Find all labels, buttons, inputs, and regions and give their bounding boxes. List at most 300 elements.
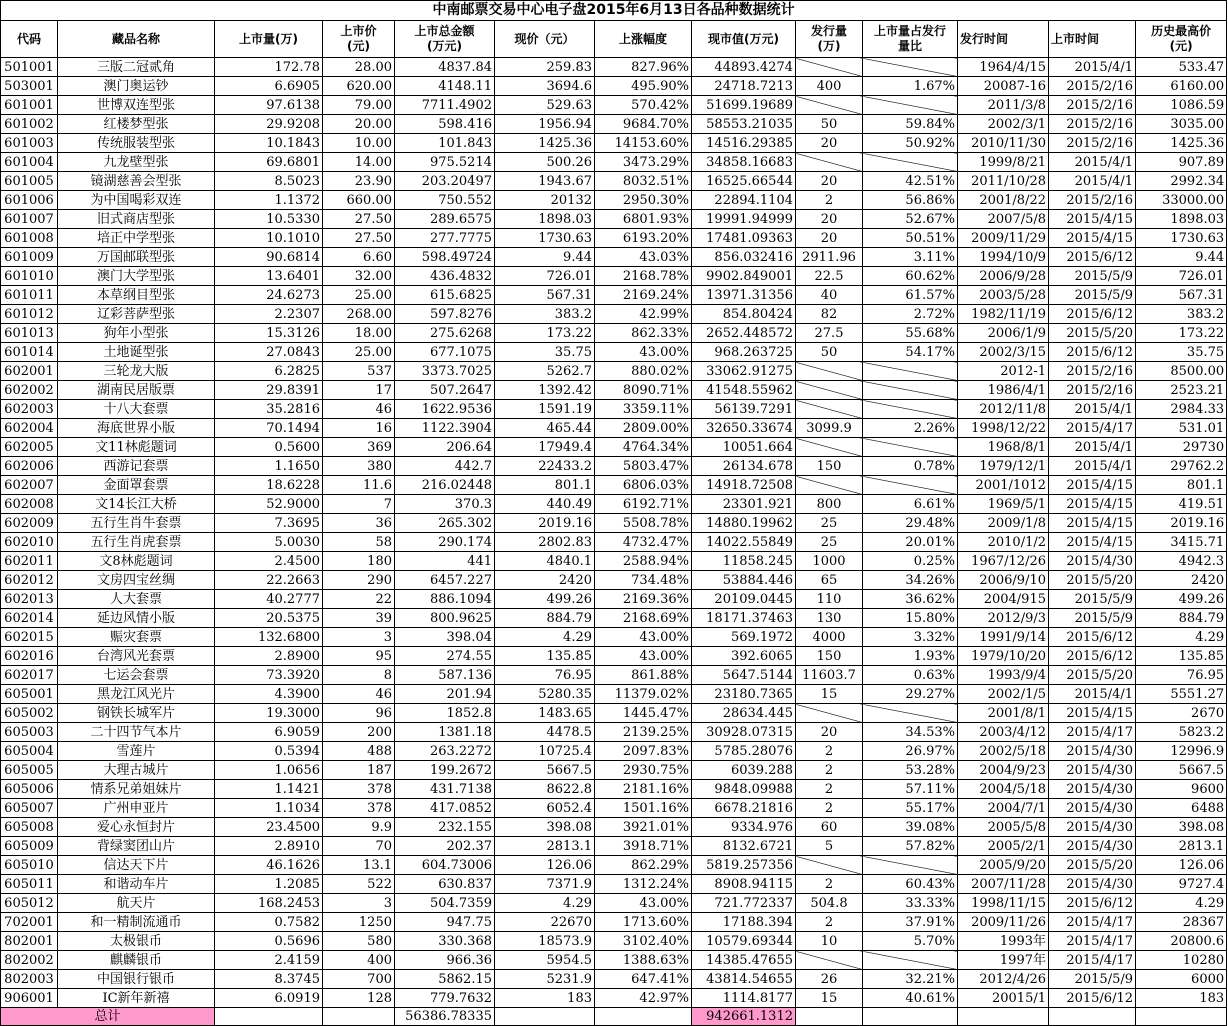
listed-price-cell: 537 bbox=[323, 362, 395, 381]
listed-price-cell: 8 bbox=[323, 666, 395, 685]
high-price-cell: 6000 bbox=[1136, 970, 1227, 989]
listing-date-cell: 2015/4/15 bbox=[1049, 229, 1136, 248]
name-cell: 澳门大学型张 bbox=[58, 267, 215, 286]
high-price-cell: 2984.33 bbox=[1136, 400, 1227, 419]
name-cell: 为中国喝彩双连 bbox=[58, 191, 215, 210]
high-price-cell: 2420 bbox=[1136, 571, 1227, 590]
listed-qty-cell: 0.5696 bbox=[215, 932, 323, 951]
issue-date-cell: 2006/9/28 bbox=[958, 267, 1049, 286]
ratio-cell: 59.84% bbox=[863, 115, 958, 134]
issue-qty-cell: 150 bbox=[796, 457, 863, 476]
listed-qty-cell: 6.6905 bbox=[215, 77, 323, 96]
rise-cell: 2950.30% bbox=[595, 191, 692, 210]
market-value-cell: 14022.55849 bbox=[692, 533, 796, 552]
current-price-cell: 1392.42 bbox=[495, 381, 595, 400]
issue-qty-cell: 20 bbox=[796, 134, 863, 153]
name-cell: 湖南民居版票 bbox=[58, 381, 215, 400]
issue-qty-cell: 50 bbox=[796, 115, 863, 134]
ratio-cell: 52.67% bbox=[863, 210, 958, 229]
market-value-cell: 721.772337 bbox=[692, 894, 796, 913]
column-header: 上市量占发行 量比 bbox=[863, 21, 958, 58]
ratio-cell: 15.80% bbox=[863, 609, 958, 628]
rise-cell: 6192.71% bbox=[595, 495, 692, 514]
listing-date-cell: 2015/5/20 bbox=[1049, 666, 1136, 685]
listing-date-cell: 2015/4/30 bbox=[1049, 780, 1136, 799]
ratio-cell: 3.11% bbox=[863, 248, 958, 267]
issue-qty-cell: 800 bbox=[796, 495, 863, 514]
rise-cell: 1445.47% bbox=[595, 704, 692, 723]
name-cell: 爱心永恒封片 bbox=[58, 818, 215, 837]
table-row bbox=[1, 704, 1227, 723]
rise-cell: 2588.94% bbox=[595, 552, 692, 571]
issue-date-cell: 2001/8/22 bbox=[958, 191, 1049, 210]
market-value-cell: 43814.54655 bbox=[692, 970, 796, 989]
name-cell: 大理古城片 bbox=[58, 761, 215, 780]
issue-qty-cell: 2 bbox=[796, 191, 863, 210]
current-price-cell: 4478.5 bbox=[495, 723, 595, 742]
listing-date-cell: 2015/6/12 bbox=[1049, 647, 1136, 666]
rise-cell: 861.88% bbox=[595, 666, 692, 685]
issue-date-cell: 1979/10/20 bbox=[958, 647, 1049, 666]
name-cell: 五行生肖虎套票 bbox=[58, 533, 215, 552]
name-cell: 海底世界小版 bbox=[58, 419, 215, 438]
market-value-cell: 14516.29385 bbox=[692, 134, 796, 153]
issue-date-cell: 2003/5/28 bbox=[958, 286, 1049, 305]
column-header: 藏品名称 bbox=[58, 21, 215, 58]
listed-qty-cell: 23.4500 bbox=[215, 818, 323, 837]
table-row bbox=[1, 685, 1227, 704]
listing-date-cell: 2015/4/1 bbox=[1049, 400, 1136, 419]
listed-price-cell: 39 bbox=[323, 609, 395, 628]
code-cell: 605004 bbox=[1, 742, 58, 761]
listed-amount-cell: 6457.227 bbox=[395, 571, 495, 590]
listed-price-cell: 27.50 bbox=[323, 210, 395, 229]
issue-date-cell: 2006/1/9 bbox=[958, 324, 1049, 343]
listed-amount-cell: 7711.4902 bbox=[395, 96, 495, 115]
column-header: 历史最高价 (元) bbox=[1136, 21, 1227, 58]
high-price-cell: 4942.3 bbox=[1136, 552, 1227, 571]
market-value-cell: 6039.288 bbox=[692, 761, 796, 780]
listing-date-cell: 2015/5/9 bbox=[1049, 609, 1136, 628]
listing-date-cell: 2015/5/20 bbox=[1049, 571, 1136, 590]
high-price-cell: 20800.6 bbox=[1136, 932, 1227, 951]
name-cell: 文房四宝丝绸 bbox=[58, 571, 215, 590]
listed-price-cell: 128 bbox=[323, 989, 395, 1008]
name-cell: 西游记套票 bbox=[58, 457, 215, 476]
ratio-cell: 39.08% bbox=[863, 818, 958, 837]
issue-qty-cell: 26 bbox=[796, 970, 863, 989]
issue-qty-cell: 504.8 bbox=[796, 894, 863, 913]
issue-qty-cell: 10 bbox=[796, 932, 863, 951]
code-cell: 602007 bbox=[1, 476, 58, 495]
current-price-cell: 440.49 bbox=[495, 495, 595, 514]
table-row bbox=[1, 894, 1227, 913]
rise-cell: 3918.71% bbox=[595, 837, 692, 856]
name-cell: 金面罩套票 bbox=[58, 476, 215, 495]
issue-date-cell: 2009/11/29 bbox=[958, 229, 1049, 248]
listed-qty-cell: 70.1494 bbox=[215, 419, 323, 438]
rise-cell: 43.00% bbox=[595, 647, 692, 666]
listed-amount-cell: 206.64 bbox=[395, 438, 495, 457]
code-cell: 702001 bbox=[1, 913, 58, 932]
high-price-cell: 2813.1 bbox=[1136, 837, 1227, 856]
listed-amount-cell: 1852.8 bbox=[395, 704, 495, 723]
listed-qty-cell: 90.6814 bbox=[215, 248, 323, 267]
high-price-cell: 4.29 bbox=[1136, 894, 1227, 913]
current-price-cell: 5231.9 bbox=[495, 970, 595, 989]
ratio-cell bbox=[863, 58, 958, 77]
issue-qty-cell: 20 bbox=[796, 229, 863, 248]
current-price-cell: 1943.67 bbox=[495, 172, 595, 191]
listed-amount-cell: 199.2672 bbox=[395, 761, 495, 780]
code-cell: 601008 bbox=[1, 229, 58, 248]
name-cell: 延边风情小版 bbox=[58, 609, 215, 628]
table-row bbox=[1, 457, 1227, 476]
current-price-cell: 801.1 bbox=[495, 476, 595, 495]
issue-qty-cell: 60 bbox=[796, 818, 863, 837]
issue-qty-cell bbox=[796, 96, 863, 115]
rise-cell: 2097.83% bbox=[595, 742, 692, 761]
listed-price-cell: 488 bbox=[323, 742, 395, 761]
rise-cell: 2169.36% bbox=[595, 590, 692, 609]
listed-price-cell: 200 bbox=[323, 723, 395, 742]
listed-amount-cell: 598.416 bbox=[395, 115, 495, 134]
market-value-cell: 8908.94115 bbox=[692, 875, 796, 894]
listed-price-cell: 36 bbox=[323, 514, 395, 533]
name-cell: 九龙壁型张 bbox=[58, 153, 215, 172]
listed-price-cell: 290 bbox=[323, 571, 395, 590]
ratio-cell: 2.72% bbox=[863, 305, 958, 324]
market-value-cell: 854.80424 bbox=[692, 305, 796, 324]
listing-date-cell: 2015/4/17 bbox=[1049, 951, 1136, 970]
listing-date-cell: 2015/5/9 bbox=[1049, 970, 1136, 989]
issue-date-cell: 1994/10/9 bbox=[958, 248, 1049, 267]
listing-date-cell: 2015/4/15 bbox=[1049, 210, 1136, 229]
listing-date-cell: 2015/4/1 bbox=[1049, 58, 1136, 77]
listed-price-cell: 187 bbox=[323, 761, 395, 780]
rise-cell: 1501.16% bbox=[595, 799, 692, 818]
ratio-cell: 55.17% bbox=[863, 799, 958, 818]
current-price-cell: 398.08 bbox=[495, 818, 595, 837]
rise-cell: 5803.47% bbox=[595, 457, 692, 476]
current-price-cell: 5262.7 bbox=[495, 362, 595, 381]
name-cell: 和一精制流通币 bbox=[58, 913, 215, 932]
market-value-cell: 22894.1104 bbox=[692, 191, 796, 210]
issue-qty-cell: 2 bbox=[796, 742, 863, 761]
listing-date-cell: 2015/4/30 bbox=[1049, 837, 1136, 856]
listed-amount-cell: 417.0852 bbox=[395, 799, 495, 818]
market-value-cell: 24718.7213 bbox=[692, 77, 796, 96]
market-value-cell: 28634.445 bbox=[692, 704, 796, 723]
current-price-cell: 22433.2 bbox=[495, 457, 595, 476]
issue-date-cell: 2012/4/26 bbox=[958, 970, 1049, 989]
market-value-cell: 16525.66544 bbox=[692, 172, 796, 191]
listed-amount-cell: 101.843 bbox=[395, 134, 495, 153]
listed-amount-cell: 886.1094 bbox=[395, 590, 495, 609]
table-row bbox=[1, 951, 1227, 970]
table-body bbox=[1, 58, 1227, 1008]
rise-cell: 862.33% bbox=[595, 324, 692, 343]
column-header: 现价（元） bbox=[495, 21, 595, 58]
total-empty-cell bbox=[595, 1008, 692, 1026]
issue-qty-cell: 22.5 bbox=[796, 267, 863, 286]
issue-date-cell: 1997年 bbox=[958, 951, 1049, 970]
issue-date-cell: 2012-1 bbox=[958, 362, 1049, 381]
listed-amount-cell: 3373.7025 bbox=[395, 362, 495, 381]
high-price-cell: 6160.00 bbox=[1136, 77, 1227, 96]
current-price-cell: 35.75 bbox=[495, 343, 595, 362]
ratio-cell: 2.26% bbox=[863, 419, 958, 438]
current-price-cell: 529.63 bbox=[495, 96, 595, 115]
ratio-cell: 34.26% bbox=[863, 571, 958, 590]
rise-cell: 3921.01% bbox=[595, 818, 692, 837]
issue-date-cell: 1993年 bbox=[958, 932, 1049, 951]
rise-cell: 2168.78% bbox=[595, 267, 692, 286]
market-value-cell: 10051.664 bbox=[692, 438, 796, 457]
issue-qty-cell bbox=[796, 58, 863, 77]
listing-date-cell: 2015/5/9 bbox=[1049, 267, 1136, 286]
market-value-cell: 569.1972 bbox=[692, 628, 796, 647]
listed-price-cell: 6.60 bbox=[323, 248, 395, 267]
name-cell: 中国银行银币 bbox=[58, 970, 215, 989]
market-value-cell: 8132.6721 bbox=[692, 837, 796, 856]
listed-qty-cell: 10.1010 bbox=[215, 229, 323, 248]
listed-qty-cell: 6.0919 bbox=[215, 989, 323, 1008]
listed-qty-cell: 2.8900 bbox=[215, 647, 323, 666]
listing-date-cell: 2015/4/30 bbox=[1049, 742, 1136, 761]
issue-date-cell: 1964/4/15 bbox=[958, 58, 1049, 77]
issue-date-cell: 1993/9/4 bbox=[958, 666, 1049, 685]
listed-qty-cell: 1.1421 bbox=[215, 780, 323, 799]
table-row bbox=[1, 362, 1227, 381]
high-price-cell: 3035.00 bbox=[1136, 115, 1227, 134]
rise-cell: 734.48% bbox=[595, 571, 692, 590]
listed-qty-cell: 19.3000 bbox=[215, 704, 323, 723]
listed-qty-cell: 2.4500 bbox=[215, 552, 323, 571]
current-price-cell: 1591.19 bbox=[495, 400, 595, 419]
ratio-cell: 53.28% bbox=[863, 761, 958, 780]
ratio-cell: 1.67% bbox=[863, 77, 958, 96]
high-price-cell: 801.1 bbox=[1136, 476, 1227, 495]
rise-cell: 43.03% bbox=[595, 248, 692, 267]
current-price-cell: 8622.8 bbox=[495, 780, 595, 799]
rise-cell: 43.00% bbox=[595, 894, 692, 913]
market-value-cell: 10579.69344 bbox=[692, 932, 796, 951]
name-cell: 钢铁长城军片 bbox=[58, 704, 215, 723]
issue-qty-cell bbox=[796, 951, 863, 970]
current-price-cell: 2813.1 bbox=[495, 837, 595, 856]
listing-date-cell: 2015/4/17 bbox=[1049, 419, 1136, 438]
listed-qty-cell: 8.3745 bbox=[215, 970, 323, 989]
code-cell: 602011 bbox=[1, 552, 58, 571]
ratio-cell: 0.25% bbox=[863, 552, 958, 571]
current-price-cell: 2019.16 bbox=[495, 514, 595, 533]
listed-qty-cell: 1.1650 bbox=[215, 457, 323, 476]
high-price-cell: 5667.5 bbox=[1136, 761, 1227, 780]
table-row bbox=[1, 590, 1227, 609]
market-value-cell: 17188.394 bbox=[692, 913, 796, 932]
issue-date-cell: 1968/8/1 bbox=[958, 438, 1049, 457]
table-row bbox=[1, 77, 1227, 96]
rise-cell: 6806.03% bbox=[595, 476, 692, 495]
listed-qty-cell: 5.0030 bbox=[215, 533, 323, 552]
listed-amount-cell: 370.3 bbox=[395, 495, 495, 514]
high-price-cell: 28367 bbox=[1136, 913, 1227, 932]
issue-qty-cell: 1000 bbox=[796, 552, 863, 571]
listing-date-cell: 2015/4/30 bbox=[1049, 818, 1136, 837]
listed-qty-cell: 0.7582 bbox=[215, 913, 323, 932]
name-cell: 万国邮联型张 bbox=[58, 248, 215, 267]
listed-price-cell: 400 bbox=[323, 951, 395, 970]
listed-price-cell: 378 bbox=[323, 799, 395, 818]
listed-amount-cell: 275.6268 bbox=[395, 324, 495, 343]
issue-date-cell: 2005/2/1 bbox=[958, 837, 1049, 856]
name-cell: 传统服装型张 bbox=[58, 134, 215, 153]
listing-date-cell: 2015/6/12 bbox=[1049, 989, 1136, 1008]
name-cell: 世博双连型张 bbox=[58, 96, 215, 115]
ratio-cell: 32.21% bbox=[863, 970, 958, 989]
listed-amount-cell: 1122.3904 bbox=[395, 419, 495, 438]
ratio-cell: 56.86% bbox=[863, 191, 958, 210]
table-row bbox=[1, 229, 1227, 248]
listed-amount-cell: 800.9625 bbox=[395, 609, 495, 628]
listed-qty-cell: 27.0843 bbox=[215, 343, 323, 362]
ratio-cell: 60.62% bbox=[863, 267, 958, 286]
issue-date-cell: 1986/4/1 bbox=[958, 381, 1049, 400]
code-cell: 605009 bbox=[1, 837, 58, 856]
market-value-cell: 30928.07315 bbox=[692, 723, 796, 742]
listing-date-cell: 2015/4/15 bbox=[1049, 514, 1136, 533]
high-price-cell: 10280 bbox=[1136, 951, 1227, 970]
listed-amount-cell: 4148.11 bbox=[395, 77, 495, 96]
high-price-cell: 29762.2 bbox=[1136, 457, 1227, 476]
column-header: 现市值(万元) bbox=[692, 21, 796, 58]
total-market-value: 942661.1312 bbox=[692, 1008, 796, 1026]
issue-date-cell: 2012/9/3 bbox=[958, 609, 1049, 628]
code-cell: 601013 bbox=[1, 324, 58, 343]
listed-qty-cell: 172.78 bbox=[215, 58, 323, 77]
name-cell: 雪莲片 bbox=[58, 742, 215, 761]
rise-cell: 2809.00% bbox=[595, 419, 692, 438]
listed-price-cell: 9.9 bbox=[323, 818, 395, 837]
name-cell: 人大套票 bbox=[58, 590, 215, 609]
rise-cell: 2169.24% bbox=[595, 286, 692, 305]
listed-amount-cell: 504.7359 bbox=[395, 894, 495, 913]
listed-qty-cell: 35.2816 bbox=[215, 400, 323, 419]
listed-qty-cell: 73.3920 bbox=[215, 666, 323, 685]
total-row bbox=[1, 1008, 1227, 1026]
issue-date-cell: 2009/1/8 bbox=[958, 514, 1049, 533]
name-cell: 七运会套票 bbox=[58, 666, 215, 685]
issue-date-cell: 2004/9/23 bbox=[958, 761, 1049, 780]
issue-date-cell: 1991/9/14 bbox=[958, 628, 1049, 647]
total-amount: 56386.78335 bbox=[395, 1008, 495, 1026]
listing-date-cell: 2015/4/30 bbox=[1049, 552, 1136, 571]
rise-cell: 8032.51% bbox=[595, 172, 692, 191]
table-row bbox=[1, 913, 1227, 932]
listing-date-cell: 2015/4/15 bbox=[1049, 704, 1136, 723]
listed-price-cell: 79.00 bbox=[323, 96, 395, 115]
rise-cell: 6193.20% bbox=[595, 229, 692, 248]
name-cell: 麒麟银币 bbox=[58, 951, 215, 970]
rise-cell: 9684.70% bbox=[595, 115, 692, 134]
code-cell: 601014 bbox=[1, 343, 58, 362]
market-value-cell: 26134.678 bbox=[692, 457, 796, 476]
issue-qty-cell: 50 bbox=[796, 343, 863, 362]
ratio-cell: 40.61% bbox=[863, 989, 958, 1008]
listed-qty-cell: 6.2825 bbox=[215, 362, 323, 381]
current-price-cell: 1898.03 bbox=[495, 210, 595, 229]
listing-date-cell: 2015/4/17 bbox=[1049, 723, 1136, 742]
table-row bbox=[1, 647, 1227, 666]
listing-date-cell: 2015/6/12 bbox=[1049, 343, 1136, 362]
rise-cell: 2139.25% bbox=[595, 723, 692, 742]
listing-date-cell: 2015/5/9 bbox=[1049, 286, 1136, 305]
code-cell: 601011 bbox=[1, 286, 58, 305]
code-cell: 601002 bbox=[1, 115, 58, 134]
listed-amount-cell: 398.04 bbox=[395, 628, 495, 647]
table-row bbox=[1, 609, 1227, 628]
code-cell: 605010 bbox=[1, 856, 58, 875]
listing-date-cell: 2015/6/12 bbox=[1049, 894, 1136, 913]
listed-amount-cell: 604.73006 bbox=[395, 856, 495, 875]
current-price-cell: 2802.83 bbox=[495, 533, 595, 552]
code-cell: 602010 bbox=[1, 533, 58, 552]
listed-amount-cell: 1622.9536 bbox=[395, 400, 495, 419]
table-row bbox=[1, 799, 1227, 818]
high-price-cell: 1898.03 bbox=[1136, 210, 1227, 229]
listed-price-cell: 378 bbox=[323, 780, 395, 799]
listed-qty-cell: 1.1372 bbox=[215, 191, 323, 210]
ratio-cell: 36.62% bbox=[863, 590, 958, 609]
table-row bbox=[1, 134, 1227, 153]
listed-qty-cell: 15.3126 bbox=[215, 324, 323, 343]
high-price-cell: 1086.59 bbox=[1136, 96, 1227, 115]
current-price-cell: 17949.4 bbox=[495, 438, 595, 457]
current-price-cell: 173.22 bbox=[495, 324, 595, 343]
table-row bbox=[1, 495, 1227, 514]
high-price-cell: 419.51 bbox=[1136, 495, 1227, 514]
total-empty-cell bbox=[863, 1008, 958, 1026]
high-price-cell: 2019.16 bbox=[1136, 514, 1227, 533]
current-price-cell: 4.29 bbox=[495, 894, 595, 913]
rise-cell: 862.29% bbox=[595, 856, 692, 875]
high-price-cell: 9600 bbox=[1136, 780, 1227, 799]
code-cell: 802003 bbox=[1, 970, 58, 989]
issue-date-cell: 2001/8/1 bbox=[958, 704, 1049, 723]
listed-amount-cell: 436.4832 bbox=[395, 267, 495, 286]
market-value-cell: 14880.19962 bbox=[692, 514, 796, 533]
current-price-cell: 3694.6 bbox=[495, 77, 595, 96]
ratio-cell: 61.57% bbox=[863, 286, 958, 305]
listing-date-cell: 2015/4/15 bbox=[1049, 533, 1136, 552]
code-cell: 602016 bbox=[1, 647, 58, 666]
rise-cell: 14153.60% bbox=[595, 134, 692, 153]
listing-date-cell: 2015/2/16 bbox=[1049, 362, 1136, 381]
market-value-cell: 34858.16683 bbox=[692, 153, 796, 172]
market-value-cell: 6678.21816 bbox=[692, 799, 796, 818]
listed-amount-cell: 274.55 bbox=[395, 647, 495, 666]
listed-price-cell: 11.6 bbox=[323, 476, 395, 495]
listed-amount-cell: 630.837 bbox=[395, 875, 495, 894]
listed-qty-cell: 7.3695 bbox=[215, 514, 323, 533]
name-cell: 和谐动车片 bbox=[58, 875, 215, 894]
table-row bbox=[1, 780, 1227, 799]
issue-date-cell: 20087-16 bbox=[958, 77, 1049, 96]
rise-cell: 3102.40% bbox=[595, 932, 692, 951]
high-price-cell: 33000.00 bbox=[1136, 191, 1227, 210]
high-price-cell: 2992.34 bbox=[1136, 172, 1227, 191]
